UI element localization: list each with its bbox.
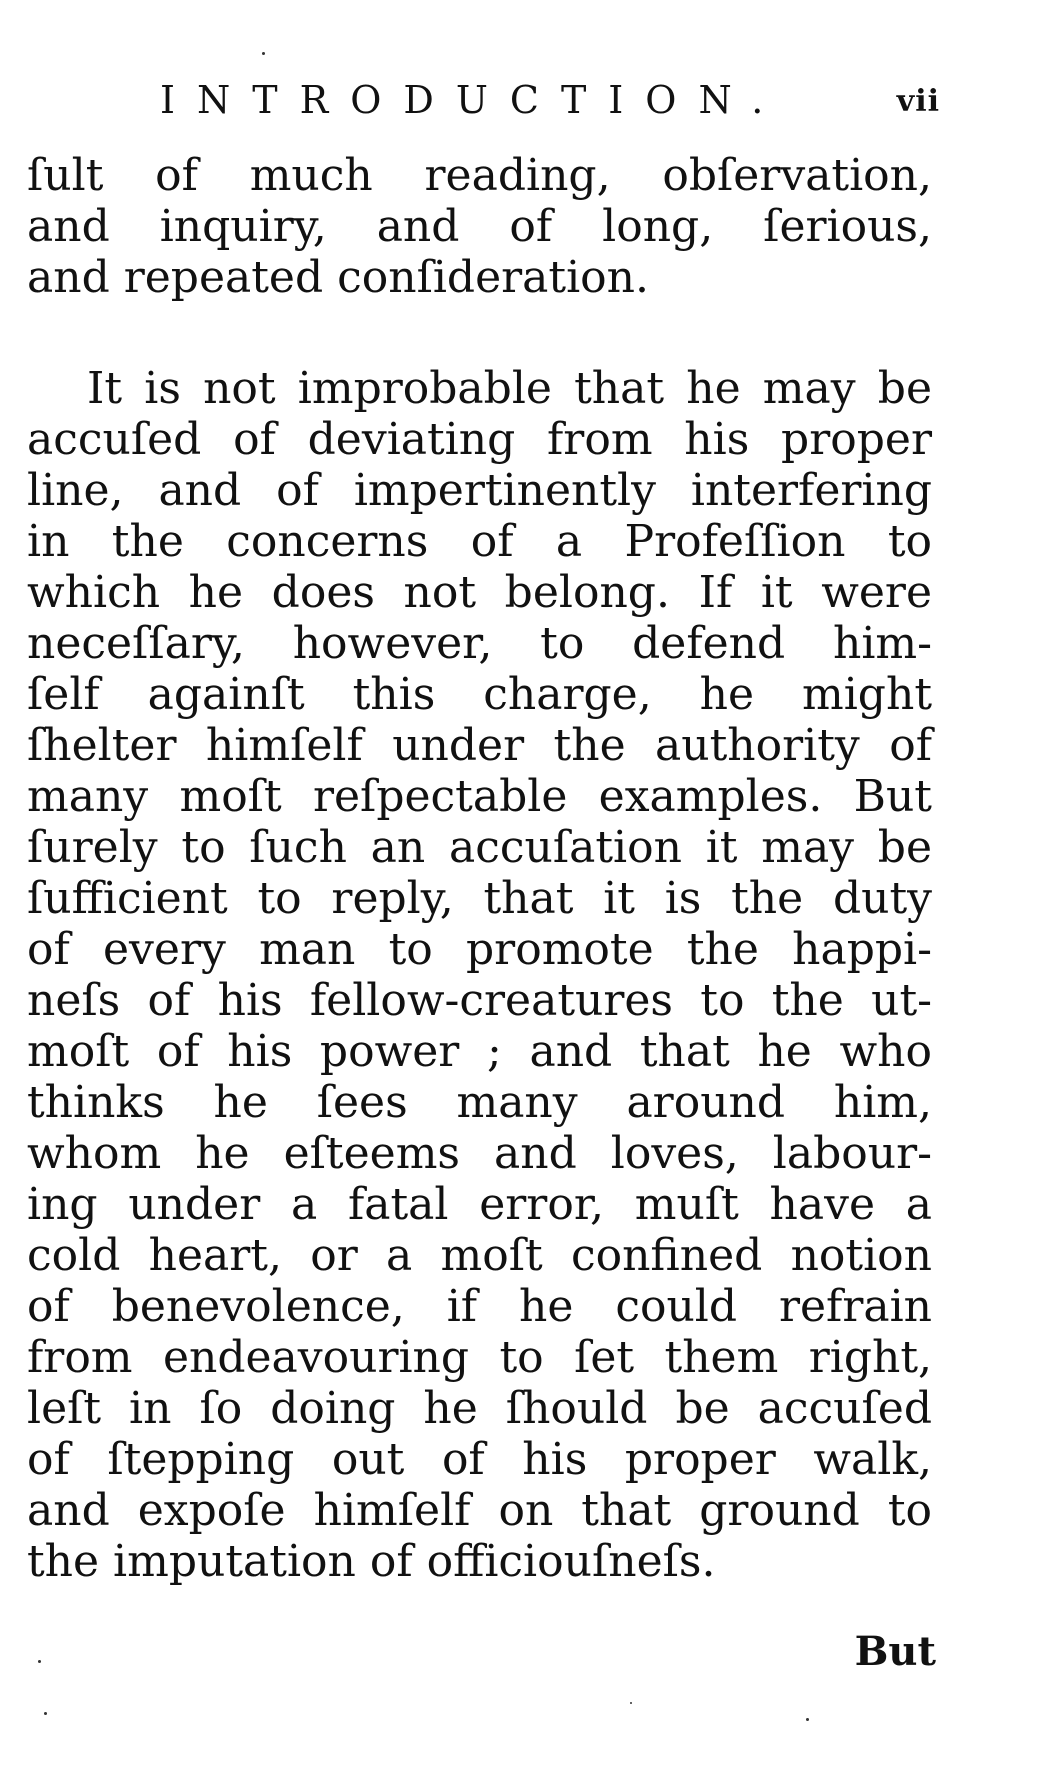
scan-speck [806, 1718, 809, 1721]
text-line: whom he eſteems and loves, labour- [27, 1128, 932, 1179]
text-line: many moſt reſpectable examples. But [27, 771, 932, 822]
text-line: moſt of his power ; and that he who [27, 1026, 932, 1077]
text-line: of every man to promote the happi- [27, 924, 932, 975]
scan-speck [630, 1702, 632, 1704]
text-line: from endeavouring to ſet them right, [27, 1332, 932, 1383]
paragraph-continued [27, 150, 932, 303]
catchword: But [854, 1628, 936, 1675]
text-line: ſufficient to reply, that it is the duty [27, 873, 932, 924]
paragraph [27, 363, 932, 1587]
text-line: in the concerns of a Profeſſion to [27, 516, 932, 567]
text-line: and inquiry, and of long, ſerious, [27, 201, 932, 252]
text-line: thinks he ſees many around him, [27, 1077, 932, 1128]
text-line: and expoſe himſelf on that ground to [27, 1485, 932, 1536]
text-line: ſhelter himſelf under the authority of [27, 720, 932, 771]
scan-speck [262, 52, 265, 55]
text-line: which he does not belong. If it were [27, 567, 932, 618]
page-number: vii [896, 84, 940, 119]
text-line: neſs of his fellow-creatures to the ut- [27, 975, 932, 1026]
text-line: ing under a fatal error, muſt have a [27, 1179, 932, 1230]
page-header [160, 78, 940, 128]
text-line: It is not improbable that he may be [87, 363, 932, 414]
text-line: of ſtepping out of his proper walk, [27, 1434, 932, 1485]
scan-speck [44, 1712, 47, 1715]
text-line: the imputation of officiouſneſs. [27, 1536, 716, 1587]
text-line: and repeated conſideration. [27, 252, 649, 303]
text-line: neceſſary, however, to defend him- [27, 618, 932, 669]
text-line: ſurely to ſuch an accuſation it may be [27, 822, 932, 873]
text-line: ſult of much reading, obſervation, [27, 150, 932, 201]
scan-speck [38, 1660, 41, 1663]
text-line: leſt in ſo doing he ſhould be accuſed [27, 1383, 932, 1434]
text-line: cold heart, or a moſt confined notion [27, 1230, 932, 1281]
text-line: line, and of impertinently interfering [27, 465, 932, 516]
text-line: accuſed of deviating from his proper [27, 414, 932, 465]
text-line: of benevolence, if he could refrain [27, 1281, 932, 1332]
running-title: INTRODUCTION. [160, 78, 786, 122]
text-line: ſelf againſt this charge, he might [27, 669, 932, 720]
